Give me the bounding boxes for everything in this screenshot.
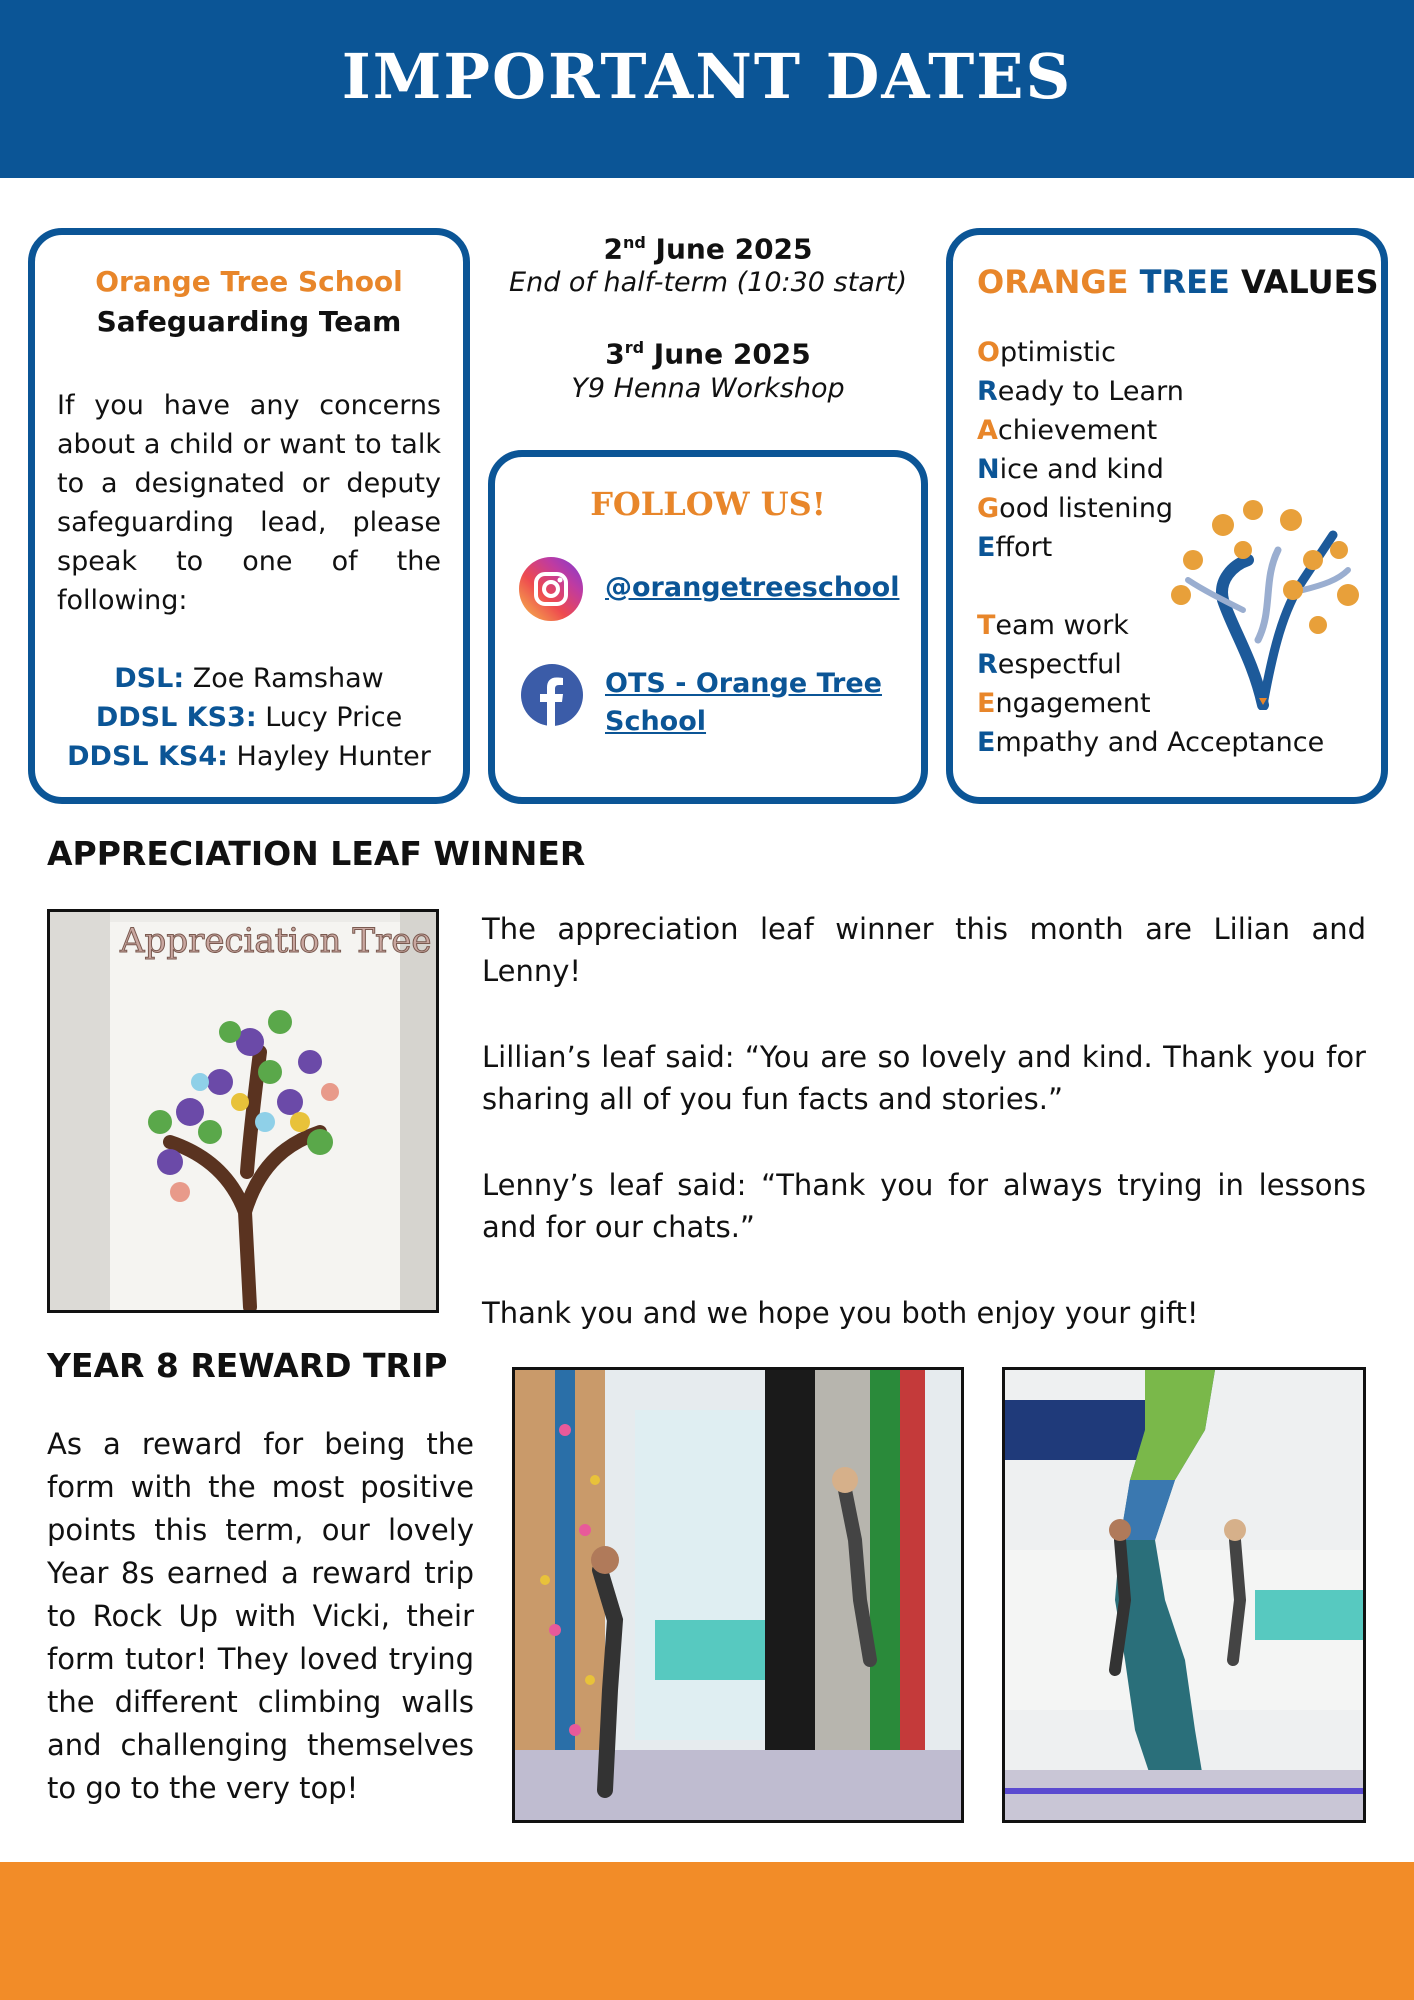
value-rest: mpathy and Acceptance (995, 727, 1325, 758)
date-day: 2 (603, 232, 623, 266)
value-letter: G (977, 493, 1000, 524)
value-letter: A (977, 415, 998, 446)
instagram-link[interactable]: @orangetreeschool (605, 572, 900, 603)
date-1-description: End of half-term (10:30 start) (509, 267, 907, 299)
values-title-orange: ORANGE (977, 263, 1129, 301)
contact-ddsl-ks4 (35, 737, 463, 776)
value-letter: N (977, 454, 1000, 485)
safeguarding-text: If you have any concerns about a child or want to talk to a designated or deputy safeguarding lead, please speak to one of the following: (57, 390, 441, 616)
orange-tree-logo (1163, 480, 1363, 710)
values-box (946, 228, 1388, 804)
appreciation-text (482, 908, 1366, 1378)
value-rest: eam work (995, 610, 1129, 641)
page-title: IMPORTANT DATES (341, 40, 1073, 113)
safeguarding-school-name: Orange Tree School (95, 265, 403, 298)
date-2-description: Y9 Henna Workshop (571, 372, 845, 404)
value-rest: ptimistic (999, 337, 1116, 368)
value-letter: E (977, 688, 996, 719)
contact-role: DDSL KS4: (67, 741, 228, 772)
value-rest: chievement (997, 415, 1158, 446)
dates-list (470, 226, 946, 405)
safeguarding-contacts (35, 659, 463, 776)
appreciation-title: APPRECIATION LEAF WINNER (47, 834, 586, 873)
contact-role: DDSL KS3: (95, 702, 257, 733)
appreciation-paragraph: Lillian’s leaf said: “You are so lovely and kind. Thank you for sharing all of you fun facts and stories.” (482, 1040, 1366, 1116)
appreciation-sign: Appreciation Tree (120, 921, 432, 961)
value-item (977, 372, 1324, 411)
follow-us-title: FOLLOW US! (590, 485, 826, 523)
contact-dsl (35, 659, 463, 698)
contact-ddsl-ks3 (35, 698, 463, 737)
date-month-year: June 2025 (645, 232, 813, 266)
value-letter: O (977, 337, 1000, 368)
safeguarding-box (28, 228, 470, 804)
date-day: 3 (605, 337, 625, 371)
date-suffix: rd (624, 338, 645, 358)
facebook-icon[interactable] (521, 664, 583, 726)
value-rest: ice and kind (999, 454, 1164, 485)
appreciation-tree-photo (47, 909, 439, 1313)
date-month-year: June 2025 (644, 337, 811, 371)
value-rest: eady to Learn (997, 376, 1184, 407)
contact-name: Lucy Price (256, 702, 403, 733)
value-letter: E (977, 727, 996, 758)
contact-name: Zoe Ramshaw (184, 663, 384, 694)
contact-name: Hayley Hunter (227, 741, 431, 772)
climbing-photo-2 (1002, 1367, 1366, 1823)
appreciation-paragraph: The appreciation leaf winner this month are Lilian and Lenny! (482, 912, 1366, 988)
values-title (977, 263, 1378, 301)
safeguarding-team-title: Safeguarding Team (96, 305, 402, 338)
year8-title: YEAR 8 REWARD TRIP (47, 1346, 448, 1385)
climbing-photo-1 (512, 1367, 964, 1823)
date-2 (470, 331, 946, 371)
value-item (977, 723, 1324, 762)
year8-text: As a reward for being the form with the most positive points this term, our lovely Year 8s earned a reward trip to Rock Up with Vicki, their form tutor! They loved trying the different climbing walls and challenging themselves to go to the very top! (47, 1427, 474, 1805)
values-title-tree: TREE (1139, 263, 1230, 301)
follow-us-box (488, 450, 928, 804)
value-letter: E (977, 532, 996, 563)
value-item (977, 411, 1324, 450)
footer-bar (0, 1862, 1414, 2000)
appreciation-paragraph: Lenny’s leaf said: “Thank you for always trying in lessons and for our chats.” (482, 1168, 1366, 1244)
date-1 (470, 226, 946, 266)
value-item (977, 333, 1324, 372)
value-letter: T (977, 610, 996, 641)
value-letter: R (977, 376, 998, 407)
date-suffix: nd (622, 233, 646, 252)
value-rest: espectful (997, 649, 1122, 680)
appreciation-paragraph: Thank you and we hope you both enjoy your gift! (482, 1296, 1199, 1330)
value-rest: ood listening (999, 493, 1174, 524)
value-rest: ngagement (995, 688, 1151, 719)
contact-role: DSL: (114, 663, 185, 694)
header-banner (0, 0, 1414, 178)
value-rest: ffort (995, 532, 1053, 563)
facebook-link[interactable]: OTS - Orange Tree School (605, 668, 882, 737)
instagram-icon[interactable] (519, 557, 583, 621)
values-title-values: VALUES (1240, 263, 1379, 301)
value-letter: R (977, 649, 998, 680)
